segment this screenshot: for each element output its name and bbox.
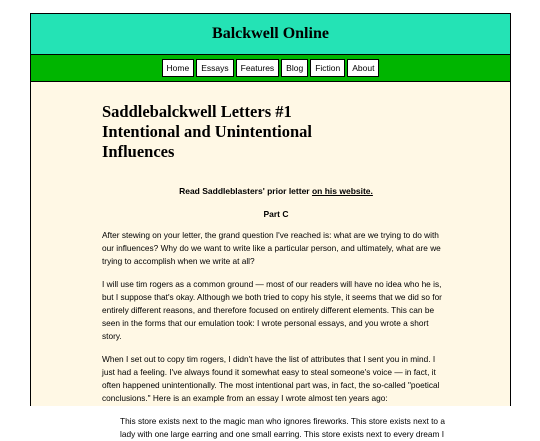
- paragraph: When I set out to copy tim rogers, I didn't have the list of attributes that I sent you in mind. I just had a feeling. I've always found it somewhat easy to steal someone's voice — in fact, it often happened unintentionally. The most intentional part was, in fact, the so-called "poetical conclusions." Here is an example from an essay I wrote almost ten years ago:: [102, 354, 440, 403]
- block-quote: This store exists next to the magic man who ignores fireworks. This store exists next to a lady with one large earring and one small earring. This store exists next to every dream I: [120, 416, 445, 439]
- post-title: Saddlebalckwell Letters #1 Intentional and Unintentional Influences: [102, 102, 312, 161]
- article: [102, 102, 450, 441]
- paragraph: After stewing on your letter, the grand question I've reached is: what are we trying to do with our influences? Why do we want to write like a particular person, and ultimately, what are we trying to accomplish when we write at all?: [102, 230, 441, 266]
- page-frame: [30, 13, 511, 439]
- nav-fiction[interactable]: Fiction: [310, 59, 345, 77]
- prior-letter-line: [102, 186, 450, 196]
- nav-about[interactable]: About: [347, 59, 379, 77]
- prior-letter-text: Read Saddleblasters' prior letter: [179, 186, 312, 196]
- paragraph: I will use tim rogers as a common ground — most of our readers will have no idea who he is, but I suppose that's okay. Although we both tried to copy his style, it seems that we did so for entirely different reasons, and therefore focused on entirely different elements. This can be seen in the forms that our emulation took: I wrote personal essays, and you wrote a short story.: [102, 279, 442, 341]
- site-title[interactable]: Balckwell Online: [212, 25, 329, 42]
- nav-bar: [31, 55, 510, 82]
- nav-blog[interactable]: Blog: [281, 59, 308, 77]
- nav-essays[interactable]: Essays: [196, 59, 233, 77]
- prior-letter-link[interactable]: on his website.: [311, 186, 373, 196]
- nav-features[interactable]: Features: [236, 59, 280, 77]
- part-heading: Part C: [263, 209, 289, 219]
- nav-home[interactable]: Home: [162, 59, 195, 77]
- site-header: [31, 14, 510, 55]
